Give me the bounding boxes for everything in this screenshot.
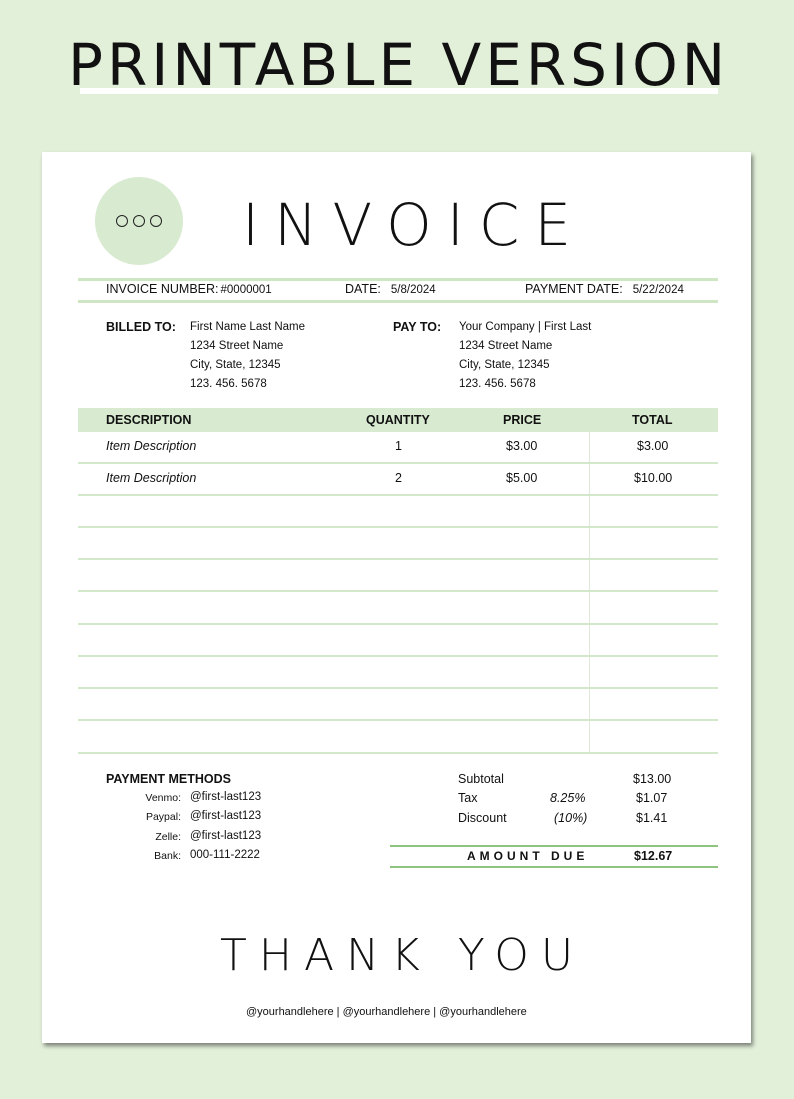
logo-circle xyxy=(95,177,183,265)
pay-to-line: 123. 456. 5678 xyxy=(459,378,536,390)
invoice-number xyxy=(106,282,272,296)
table-row-line xyxy=(78,719,718,721)
header-total: TOTAL xyxy=(632,413,673,427)
zelle-label: Zelle: xyxy=(155,831,181,843)
table-row-line xyxy=(78,558,718,560)
bank-value: 000-111-2222 xyxy=(190,849,260,861)
row1-description: Item Description xyxy=(106,439,197,453)
row2-quantity: 2 xyxy=(395,471,402,485)
row1-total: $3.00 xyxy=(637,439,669,453)
table-header xyxy=(78,408,718,432)
invoice-title: INVOICE xyxy=(242,191,587,259)
subtotal-value: $13.00 xyxy=(633,772,672,786)
row2-total: $10.00 xyxy=(634,471,673,485)
pay-to-line: Your Company | First Last xyxy=(459,321,592,333)
meta-divider-top xyxy=(78,278,718,281)
billed-to-address xyxy=(190,318,305,394)
dot-icon xyxy=(116,215,128,227)
subtotal-label: Subtotal xyxy=(458,772,504,786)
payment-date-value: 5/22/2024 xyxy=(632,284,684,296)
billed-to-label: BILLED TO: xyxy=(106,320,176,334)
date-value: 5/8/2024 xyxy=(390,284,436,296)
invoice-date xyxy=(345,282,436,296)
banner-title: PRINTABLE VERSION xyxy=(68,31,730,99)
pay-to-line: City, State, 12345 xyxy=(459,359,550,371)
dot-icon xyxy=(133,215,145,227)
discount-value: $1.41 xyxy=(636,811,668,825)
row2-description: Item Description xyxy=(106,471,197,485)
amount-due-label: AMOUNT DUE xyxy=(467,849,589,863)
payment-date-label: PAYMENT DATE: xyxy=(525,282,623,296)
venmo-value: @first-last123 xyxy=(190,791,262,803)
invoice-sheet xyxy=(42,152,751,1043)
meta-divider-bottom xyxy=(78,300,718,303)
table-row-line xyxy=(78,752,718,754)
tax-label: Tax xyxy=(458,791,478,805)
table-row-line xyxy=(78,462,718,464)
billed-to-line: 1234 Street Name xyxy=(190,340,284,352)
date-label: DATE: xyxy=(345,282,381,296)
tax-value: $1.07 xyxy=(636,791,668,805)
row1-quantity: 1 xyxy=(395,439,402,453)
dot-icon xyxy=(150,215,162,227)
social-handles: @yourhandlehere | @yourhandlehere | @yourhandlehere xyxy=(246,1006,527,1018)
thank-you-heading: THANK YOU xyxy=(220,930,586,981)
amount-due-line-top xyxy=(390,845,718,847)
table-row-line xyxy=(78,623,718,625)
pay-to-label: PAY TO: xyxy=(393,320,442,334)
header-description: DESCRIPTION xyxy=(106,413,192,427)
billed-to-line: 123. 456. 5678 xyxy=(190,378,267,390)
bank-label: Bank: xyxy=(154,850,181,862)
row2-price: $5.00 xyxy=(506,471,538,485)
tax-rate: 8.25% xyxy=(550,791,586,805)
billed-to-line: First Name Last Name xyxy=(190,321,306,333)
pay-to-address xyxy=(459,318,591,394)
paypal-value: @first-last123 xyxy=(190,810,262,822)
amount-due-line-bottom xyxy=(390,866,718,868)
table-row-line xyxy=(78,687,718,689)
discount-rate: (10%) xyxy=(554,811,588,825)
zelle-value: @first-last123 xyxy=(190,830,262,842)
venmo-label: Venmo: xyxy=(145,792,181,804)
invoice-number-label: INVOICE NUMBER: xyxy=(106,282,219,296)
table-row-line xyxy=(78,590,718,592)
invoice-number-value: #0000001 xyxy=(220,284,272,296)
payment-methods-title: PAYMENT METHODS xyxy=(106,772,232,786)
table-row-line xyxy=(78,655,718,657)
table-row-line xyxy=(78,494,718,496)
header-quantity: QUANTITY xyxy=(366,413,430,427)
pay-to-line: 1234 Street Name xyxy=(459,340,553,352)
payment-date xyxy=(525,282,684,296)
billed-to-line: City, State, 12345 xyxy=(190,359,281,371)
discount-label: Discount xyxy=(458,811,507,825)
row1-price: $3.00 xyxy=(506,439,538,453)
header-price: PRICE xyxy=(503,413,542,427)
paypal-label: Paypal: xyxy=(145,811,181,823)
table-row-line xyxy=(78,526,718,528)
table-column-divider xyxy=(589,432,590,754)
amount-due-value: $12.67 xyxy=(634,849,673,863)
